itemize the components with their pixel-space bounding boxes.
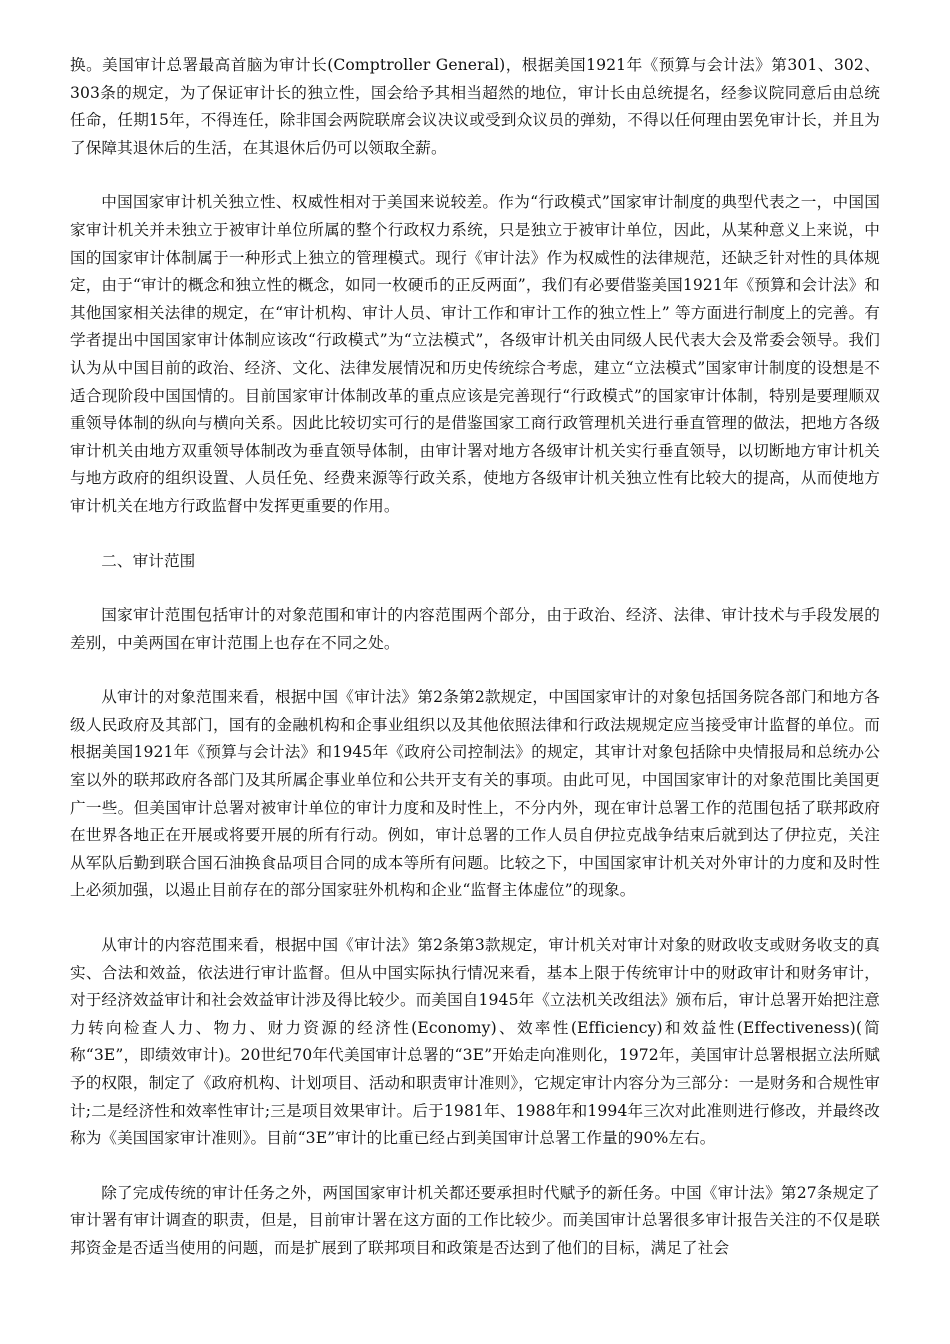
paragraph-audit-object-scope: 从审计的对象范围来看，根据中国《审计法》第2条第2款规定，中国国家审计的对象包括国务院各部门和地方各级人民政府及其部门，国有的金融机构和企事业组织以及其他依照法律和行政法规规定应当接受审计监督的单位。而根据美国1921年《预算与会计法》和1945年《政府公司控制法》的规定，其审计对象包括除中央情报局和总统办公室以外的联邦政府各部门及其所属企事业单位和公共开支有关的事项。由此可见，中国国家审计的对象范围比美国更广一些。但美国审计总署对被审计单位的审计力度和及时性上，不分内外，现在审计总署工作的范围包括了联邦政府在世界各地正在开展或将要开展的所有行动。例如，审计总署的工作人员自伊拉克战争结束后就到达了伊拉克，关注从军队后勤到联合国石油换食品项目合同的成本等所有问题。比较之下，中国国家审计机关对外审计的力度和及时性上必须加强，以遏止目前存在的部分国家驻外机构和企业“监督主体虚位”的现象。 <box>70 688 880 900</box>
paragraph-audit-content-scope: 从审计的内容范围来看，根据中国《审计法》第2条第3款规定，审计机关对审计对象的财政收支或财务收支的真实、合法和效益，依法进行审计监督。但从中国实际执行情况来看，基本上限于传统审计中的财政审计和财务审计，对于经济效益审计和社会效益审计涉及得比较少。而美国自1945年《立法机关改组法》颁布后，审计总署开始把注意力转向检查人力、物力、财力资源的经济性(Economy)、效率性(Efficiency)和效益性(Effectiveness)(简称“3E”，即绩效审计)。20世纪70年代美国审计总署的“3E”开始走向准则化，1972年，美国审计总署根据立法所赋予的权限，制定了《政府机构、计划项目、活动和职责审计准则》，它规定审计内容分为三部分：一是财务和合规性审计;二是经济性和效率性审计;三是项目效果审计。后于1981年、1988年和1994年三次对此准则进行修改，并最终改称为《美国国家审计准则》。目前“3E”审计的比重已经占到美国审计总署工作量的90%左右。 <box>70 936 880 1148</box>
paragraph-audit-independence-china: 中国国家审计机关独立性、权威性相对于美国来说较差。作为“行政模式”国家审计制度的典型代表之一，中国国家审计机关并未独立于被审计单位所属的整个行政权力系统，只是独立于被审计单位，因此，从某种意义上来说，中国的国家审计体制属于一种形式上独立的管理模式。现行《审计法》作为权威性的法律规范，还缺乏针对性的具体规定，由于“审计的概念和独立性的概念，如同一枚硬币的正反两面”，我们有必要借鉴美国1921年《预算和会计法》和其他国家相关法律的规定，在“审计机构、审计人员、审计工作和审计工作的独立性上” 等方面进行制度上的完善。有学者提出中国国家审计体制应该改“行政模式”为“立法模式”，各级审计机关由同级人民代表大会及常委会领导。我们认为从中国目前的政治、经济、文化、法律发展情况和历史传统综合考虑，建立“立法模式”国家审计制度的设想是不适合现阶段中国国情的。目前国家审计体制改革的重点应该是完善现行“行政模式”的国家审计体制，特别是要理顺双重领导体制的纵向与横向关系。因此比较切实可行的是借鉴国家工商行政管理机关进行垂直管理的做法，把地方各级审计机关由地方双重领导体制改为垂直领导体制，由审计署对地方各级审计机关实行垂直领导，以切断地方审计机关与地方政府的组织设置、人员任免、经费来源等行政关系，使地方各级审计机关独立性有比较大的提高，从而使地方审计机关在地方行政监督中发挥更重要的作用。 <box>70 193 880 515</box>
paragraph-audit-scope-intro: 国家审计范围包括审计的对象范围和审计的内容范围两个部分，由于政治、经济、法律、审计技术与手段发展的差别，中美两国在审计范围上也存在不同之处。 <box>70 606 880 652</box>
section-heading-audit-scope: 二、审计范围 <box>101 551 196 570</box>
paragraph-new-tasks: 除了完成传统的审计任务之外，两国国家审计机关都还要承担时代赋予的新任务。中国《审计法》第27条规定了审计署有审计调查的职责，但是，目前审计署在这方面的工作比较少。而美国审计总署很多审计报告关注的不仅是联邦资金是否适当使用的问题，而是扩展到了联邦项目和政策是否达到了他们的目标，满足了社会 <box>70 1183 880 1257</box>
paragraph-continuation: 换。美国审计总署最高首脑为审计长(Comptroller General)，根据美国1921年《预算与会计法》第301、302、303条的规定，为了保证审计长的独立性，国会给予其相当超然的地位，审计长由总统提名，经参议院同意后由总统任命，任期15年，不得连任，除非国会两院联席会议决议或受到众议员的弹劾，不得以任何理由罢免审计长，并且为了保障其退休后的生活，在其退休后仍可以领取全薪。 <box>70 56 880 157</box>
